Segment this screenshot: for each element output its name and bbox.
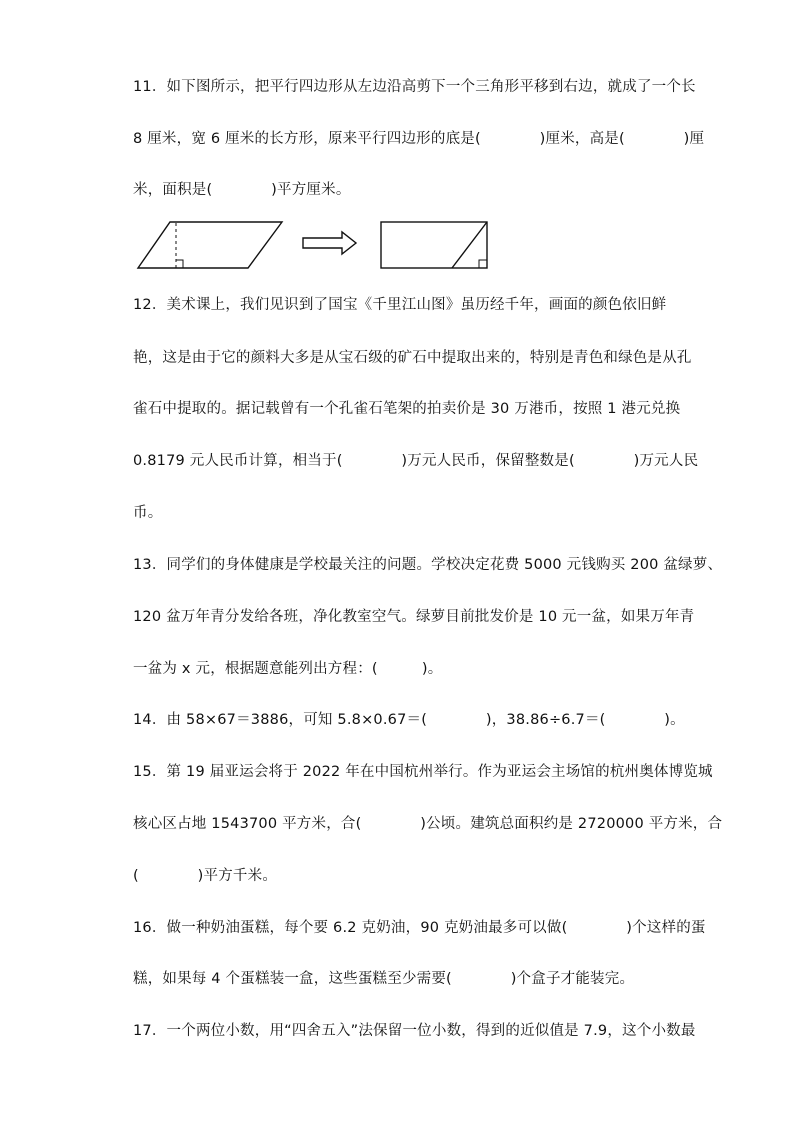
q12-line-1: 12．美术课上，我们见识到了国宝《千里江山图》虽历经千年，画面的颜色依旧鲜: [133, 297, 667, 313]
q12-line-3: 雀石中提取的。据记载曾有一个孔雀石笔架的拍卖价是 30 万港币，按照 1 港元兑换: [133, 401, 681, 417]
rectangle-cut-line: [452, 222, 487, 268]
q15-line-1: 15．第 19 届亚运会将于 2022 年在中国杭州举行。作为亚运会主场馆的杭州奥体博览城: [133, 764, 713, 780]
q12-line-5: 币。: [133, 505, 163, 521]
q14-line-1: 14．由 58×67＝3886，可知 5.8×0.67＝( )，38.86÷6.7＝( )。: [133, 712, 685, 728]
arrow-right-icon: [303, 232, 356, 254]
q13-line-2: 120 盆万年青分发给各班，净化教室空气。绿萝目前批发价是 10 元一盆，如果万年青: [133, 609, 695, 625]
q11-line-3: 米，面积是( )平方厘米。: [133, 182, 351, 198]
q16-line-2: 糕，如果每 4 个蛋糕装一盒，这些蛋糕至少需要( )个盒子才能装完。: [133, 971, 635, 987]
q15-line-3: ( )平方千米。: [133, 868, 278, 884]
q17-line-1: 17．一个两位小数，用“四舍五入”法保留一位小数，得到的近似值是 7.9，这个小数最: [133, 1023, 696, 1039]
parallelogram-shape: [138, 222, 282, 268]
rectangle-shape: [381, 222, 487, 268]
q16-line-1: 16．做一种奶油蛋糕，每个要 6.2 克奶油，90 克奶油最多可以做( )个这样的蛋: [133, 920, 706, 936]
q12-line-4: 0.8179 元人民币计算，相当于( )万元人民币，保留整数是( )万元人民: [133, 453, 699, 469]
q13-line-3: 一盆为 x 元，根据题意能列出方程：( )。: [133, 661, 443, 677]
q11-figure: [130, 212, 500, 274]
right-angle-mark-right: [479, 260, 487, 268]
q15-line-2: 核心区占地 1543700 平方米，合( )公顷。建筑总面积约是 2720000 平方米，合: [133, 816, 723, 832]
q12-line-2: 艳，这是由于它的颜料大多是从宝石级的矿石中提取出来的，特别是青色和绿色是从孔: [133, 350, 692, 366]
right-angle-mark-left: [176, 260, 183, 268]
q11-line-1: 11．如下图所示，把平行四边形从左边沿高剪下一个三角形平移到右边，就成了一个长: [133, 79, 696, 95]
q13-line-1: 13．同学们的身体健康是学校最关注的问题。学校决定花费 5000 元钱购买 200 盆绿萝、: [133, 557, 723, 573]
q11-line-2: 8 厘米，宽 6 厘米的长方形，原来平行四边形的底是( )厘米，高是( )厘: [133, 131, 705, 147]
